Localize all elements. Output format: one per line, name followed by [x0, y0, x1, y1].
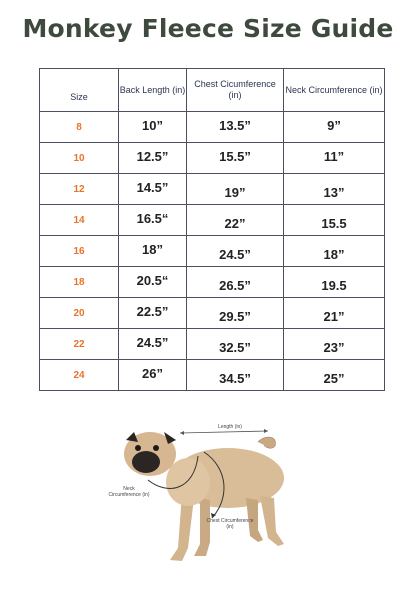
- table-row: [40, 267, 385, 298]
- header-chest: Chest Cicumference (in): [187, 69, 284, 112]
- neck-cell: [284, 236, 385, 267]
- chest-cell-value: 19”: [224, 184, 246, 200]
- table-row: [40, 143, 385, 174]
- table-header-row: [40, 69, 385, 112]
- chest-cell: [187, 236, 284, 267]
- back-length-cell-value: 18”: [142, 241, 163, 257]
- size-cell: 20: [40, 298, 119, 329]
- chest-cell: [187, 174, 284, 205]
- back-length-cell-value: 26”: [142, 365, 163, 381]
- chest-cell: [187, 112, 284, 143]
- size-table: [39, 68, 385, 391]
- chest-cell: [187, 267, 284, 298]
- neck-cell-value: 25”: [323, 370, 345, 386]
- table-row: [40, 174, 385, 205]
- chest-cell-value: 15.5”: [219, 148, 251, 164]
- pug-back-leg: [260, 496, 284, 546]
- size-cell: 12: [40, 174, 119, 205]
- neck-cell-value: 21”: [323, 308, 345, 324]
- back-length-cell: [119, 298, 187, 329]
- chest-cell: [187, 143, 284, 174]
- neck-cell: [284, 267, 385, 298]
- neck-cell: [284, 174, 385, 205]
- back-length-cell-value: 16.5“: [136, 210, 169, 226]
- size-cell: 24: [40, 360, 119, 391]
- neck-cell: [284, 329, 385, 360]
- chest-cell-value: 29.5”: [219, 308, 251, 324]
- neck-cell-value: 11”: [323, 148, 345, 164]
- length-label: Length (in): [218, 424, 242, 430]
- chest-cell: [187, 205, 284, 236]
- back-length-cell-value: 20.5“: [136, 272, 169, 288]
- neck-cell: [284, 143, 385, 174]
- pug-measurement-diagram: [108, 418, 308, 578]
- length-arrow: [180, 431, 268, 433]
- neck-cell-value: 13”: [323, 184, 345, 200]
- size-cell: 18: [40, 267, 119, 298]
- size-cell: 10: [40, 143, 119, 174]
- header-back-length: Back Length (in): [119, 69, 187, 112]
- header-size: Size: [40, 69, 119, 112]
- header-neck: Neck Circumference (in): [284, 69, 385, 112]
- chest-cell-value: 24.5”: [219, 246, 251, 262]
- neck-label: Neck Circumference (in): [108, 486, 150, 498]
- back-length-cell-value: 10”: [142, 117, 163, 133]
- size-cell: 16: [40, 236, 119, 267]
- back-length-cell: [119, 360, 187, 391]
- table-row: [40, 360, 385, 391]
- neck-cell-value: 9”: [327, 117, 341, 133]
- chest-cell: [187, 360, 284, 391]
- pug-muzzle: [132, 451, 160, 473]
- page-title: Monkey Fleece Size Guide: [22, 14, 394, 43]
- table-row: [40, 112, 385, 143]
- table-row: [40, 329, 385, 360]
- chest-label: Chest Circumference (in): [206, 518, 254, 530]
- table-row: [40, 298, 385, 329]
- chest-cell-value: 26.5”: [219, 277, 251, 293]
- chest-cell: [187, 298, 284, 329]
- table-row: [40, 236, 385, 267]
- size-cell: 8: [40, 112, 119, 143]
- back-length-cell: [119, 267, 187, 298]
- chest-cell-value: 13.5”: [219, 117, 251, 133]
- neck-cell: [284, 205, 385, 236]
- chest-cell-value: 34.5”: [219, 370, 251, 386]
- table-row: [40, 205, 385, 236]
- pug-illustration: [108, 418, 308, 578]
- neck-cell-value: 18”: [323, 246, 345, 262]
- neck-cell: [284, 360, 385, 391]
- size-cell: 22: [40, 329, 119, 360]
- back-length-cell: [119, 205, 187, 236]
- chest-cell-value: 22”: [224, 215, 246, 231]
- neck-cell-value: 15.5: [321, 215, 347, 231]
- back-length-cell: [119, 143, 187, 174]
- size-cell: 14: [40, 205, 119, 236]
- back-length-cell-value: 14.5”: [136, 179, 169, 195]
- pug-tail: [258, 437, 275, 448]
- back-length-cell-value: 24.5”: [136, 334, 169, 350]
- back-length-cell: [119, 174, 187, 205]
- back-length-cell: [119, 236, 187, 267]
- chest-cell-value: 32.5”: [219, 339, 251, 355]
- neck-cell-value: 19.5: [321, 277, 347, 293]
- back-length-cell-value: 12.5”: [136, 148, 169, 164]
- back-length-cell-value: 22.5”: [136, 303, 169, 319]
- back-length-cell: [119, 329, 187, 360]
- neck-cell-value: 23”: [323, 339, 345, 355]
- chest-cell: [187, 329, 284, 360]
- back-length-cell: [119, 112, 187, 143]
- neck-cell: [284, 298, 385, 329]
- neck-cell: [284, 112, 385, 143]
